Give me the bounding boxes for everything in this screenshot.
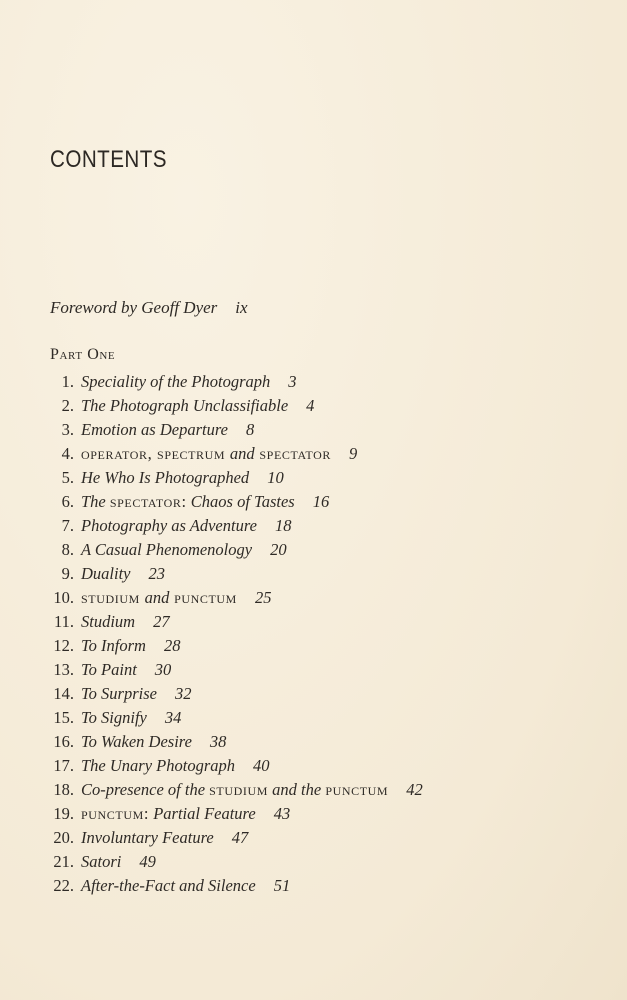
- entry-page-number: 27: [153, 612, 170, 631]
- entry-title: [81, 562, 165, 586]
- entry-number: 14.: [53, 684, 74, 703]
- entry-title: [81, 682, 191, 706]
- entry-title: [81, 466, 284, 490]
- contents-entry: [0, 802, 627, 826]
- contents-entry: [0, 754, 627, 778]
- entry-number: 6.: [61, 492, 74, 511]
- entry-title-segment: To Inform: [81, 636, 146, 655]
- contents-entry: [0, 490, 627, 514]
- entry-title-segment: To Signify: [81, 708, 147, 727]
- entry-title-segment: Duality: [81, 564, 131, 583]
- entry-title-segment: spectator: [254, 444, 331, 463]
- contents-entry: [0, 706, 627, 730]
- entry-page-number: 34: [164, 708, 182, 727]
- entry-number: 3.: [61, 420, 74, 439]
- entry-title-segment: He Who Is Photographed: [81, 468, 250, 487]
- entry-title-segment: punctum: [325, 780, 389, 799]
- entry-title-segment: Emotion as Departure: [81, 420, 228, 439]
- entry-title: [81, 418, 254, 442]
- entry-title-segment: To Paint: [81, 660, 137, 679]
- contents-entry: [0, 586, 627, 610]
- contents-entry: [0, 682, 627, 706]
- entry-page-number: 30: [154, 660, 172, 679]
- entry-title: [81, 394, 314, 418]
- entry-title: [81, 754, 270, 778]
- entry-page-number: 4: [306, 396, 315, 415]
- entry-title: [81, 826, 248, 850]
- entry-page-number: 23: [148, 564, 165, 583]
- entry-number: 20.: [53, 828, 74, 847]
- contents-entry: [0, 826, 627, 850]
- entry-title-segment: studium: [209, 780, 269, 799]
- entry-page-number: 10: [267, 468, 284, 487]
- contents-entry: [0, 634, 627, 658]
- entry-page-number: 32: [174, 684, 192, 703]
- entry-title-segment: Co-presence of the: [81, 780, 210, 799]
- contents-entry: [0, 466, 627, 490]
- entry-title-segment: To Surprise: [81, 684, 157, 703]
- entry-page-number: 16: [312, 492, 330, 511]
- page-title: CONTENTS: [50, 146, 167, 173]
- entry-title: [81, 706, 181, 730]
- entry-title: [81, 874, 290, 898]
- entry-number: 21.: [53, 852, 74, 871]
- contents-entry: [0, 778, 627, 802]
- entry-number: 10.: [53, 588, 74, 607]
- entry-title-segment: operator, spectrum: [81, 444, 230, 463]
- entry-title-segment: Partial Feature: [149, 804, 256, 823]
- entry-title-segment: The Photograph Unclassifiable: [81, 396, 289, 415]
- contents-entry: [0, 610, 627, 634]
- contents-entry: [0, 394, 627, 418]
- entry-title: [81, 802, 290, 826]
- entry-number: 18.: [53, 780, 74, 799]
- entry-page-number: 8: [245, 420, 255, 439]
- entry-title: [81, 442, 357, 466]
- entry-title: [81, 490, 329, 514]
- entry-page-number: 25: [254, 588, 272, 607]
- entry-number: 15.: [53, 708, 74, 727]
- foreword-page-number: ix: [235, 298, 248, 317]
- entry-title-segment: studium: [81, 588, 145, 607]
- entry-title-segment: To Waken Desire: [81, 732, 192, 751]
- entry-number: 17.: [53, 756, 74, 775]
- contents-entry: [0, 418, 627, 442]
- entry-title-segment: The: [81, 492, 110, 511]
- entry-title: [81, 730, 226, 754]
- contents-entry: [0, 442, 627, 466]
- foreword-entry: [50, 298, 248, 318]
- entry-number: 5.: [61, 468, 74, 487]
- entry-number: 1.: [61, 372, 74, 391]
- entry-title-segment: Speciality of the Photograph: [81, 372, 271, 391]
- entry-page-number: 51: [273, 876, 291, 895]
- entry-title-segment: and the: [268, 780, 326, 799]
- entry-title-segment: punctum:: [81, 804, 150, 823]
- entry-title-segment: Involuntary Feature: [81, 828, 214, 847]
- entry-title-segment: After-the-Fact and Silence: [81, 876, 256, 895]
- entry-title-segment: A Casual Phenomenology: [81, 540, 253, 559]
- entry-number: 11.: [53, 612, 74, 631]
- entry-title-segment: and: [144, 588, 170, 607]
- entry-page-number: 9: [348, 444, 358, 463]
- entry-number: 9.: [61, 564, 74, 583]
- entry-number: 19.: [53, 804, 74, 823]
- entry-title: [81, 586, 271, 610]
- entry-number: 16.: [53, 732, 74, 751]
- entry-number: 4.: [61, 444, 74, 463]
- entry-page-number: 43: [273, 804, 291, 823]
- contents-entry: [0, 874, 627, 898]
- entry-page-number: 42: [406, 780, 423, 799]
- entry-page-number: 20: [270, 540, 287, 559]
- entry-title-segment: and: [229, 444, 255, 463]
- contents-entry: [0, 514, 627, 538]
- entry-title: [81, 514, 291, 538]
- entry-page-number: 40: [253, 756, 270, 775]
- contents-entry: [0, 562, 627, 586]
- entry-title-segment: spectator:: [109, 492, 187, 511]
- entry-page-number: 49: [139, 852, 156, 871]
- entry-title: [81, 370, 297, 394]
- entry-page-number: 28: [163, 636, 181, 655]
- foreword-label: Foreword by Geoff Dyer: [50, 298, 218, 317]
- entry-title-segment: Photography as Adventure: [81, 516, 257, 535]
- contents-entry: [0, 658, 627, 682]
- entry-title-segment: punctum: [169, 588, 237, 607]
- entry-title-segment: Studium: [81, 612, 136, 631]
- entry-page-number: 38: [209, 732, 227, 751]
- entry-page-number: 3: [288, 372, 297, 391]
- entry-number: 13.: [53, 660, 74, 679]
- entry-title-segment: Chaos of Tastes: [186, 492, 295, 511]
- entry-number: 22.: [53, 876, 74, 895]
- contents-entry: [0, 538, 627, 562]
- entry-page-number: 47: [231, 828, 249, 847]
- entry-page-number: 18: [274, 516, 292, 535]
- entry-number: 7.: [61, 516, 74, 535]
- contents-entry: [0, 370, 627, 394]
- entry-number: 12.: [53, 636, 74, 655]
- entry-title: [81, 610, 170, 634]
- entry-title-segment: Satori: [81, 852, 122, 871]
- contents-entry: [0, 850, 627, 874]
- entry-title-segment: The Unary Photograph: [81, 756, 235, 775]
- part-heading: Part One: [50, 346, 116, 363]
- entry-title: [81, 778, 423, 802]
- contents-entry: [0, 730, 627, 754]
- contents-list: [0, 370, 627, 898]
- entry-number: 2.: [61, 396, 74, 415]
- entry-title: [81, 538, 287, 562]
- entry-number: 8.: [61, 540, 74, 559]
- entry-title: [81, 658, 171, 682]
- entry-title: [81, 850, 156, 874]
- entry-title: [81, 634, 180, 658]
